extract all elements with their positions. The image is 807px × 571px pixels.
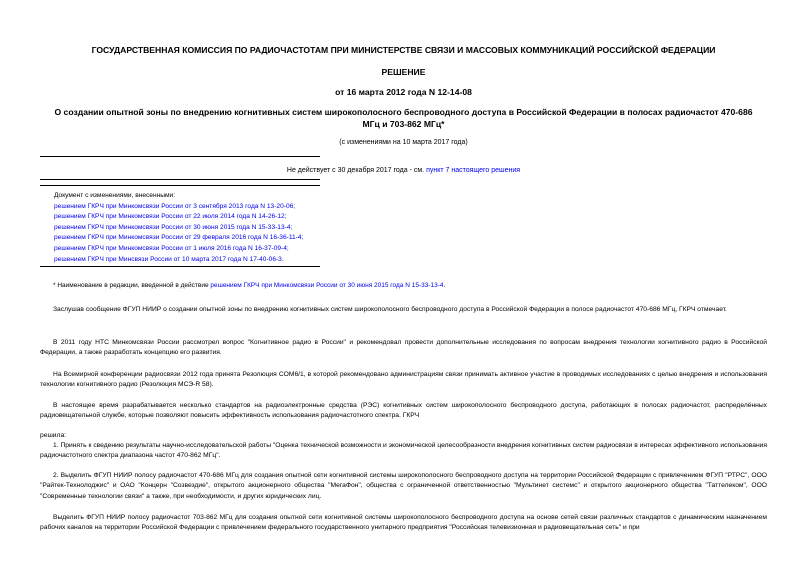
change-link[interactable]: решением ГКРЧ при Минкомсвязи России от 30 июня 2015 года N 15-33-13-4; bbox=[54, 223, 293, 231]
change-link[interactable]: решением ГКРЧ при Минкомсвязи России от 1 июля 2016 года N 16-37-09-4; bbox=[54, 244, 289, 252]
paragraph-5: 1. Принять к сведению результаты научно-исследовательской работы "Оценка технической возможности и экономической целесообразности внедрения когнитивных систем радиосвязи в интересах эффективного использования радиочастотного спектра диапазона частот 470-862 МГц". bbox=[40, 442, 767, 460]
paragraph-1: Заслушав сообщение ФГУП НИИР о создании опытной зоны по внедрению когнитивных систем широкополосного беспроводного доступа в Российской Федерации в полосе радиочастот 470-686 МГц, ГКРЧ отмечает. bbox=[53, 306, 727, 313]
changes-heading: Документ с изменениями, внесенными: bbox=[54, 192, 176, 199]
change-link[interactable]: решением ГКРЧ при Минкомсвязи России от 22 июля 2014 года N 14-26-12; bbox=[54, 213, 287, 221]
doc-type-heading: РЕШЕНИЕ bbox=[381, 67, 426, 77]
footnote bbox=[53, 281, 767, 291]
validity-text: Не действует с 30 декабря 2017 года - см. bbox=[286, 167, 427, 174]
footnote-suffix: . bbox=[443, 282, 446, 289]
resolved-label: решила: bbox=[40, 432, 67, 439]
title-line-1: О создании опытной зоны по внедрению когнитивных систем широкополосного беспроводного доступа в Российской Федерации в полосах радиочастот 470-686 bbox=[54, 107, 753, 117]
date-number-heading: от 16 марта 2012 года N 12-14-08 bbox=[335, 87, 472, 97]
footnote-link[interactable]: решением ГКРЧ при Минкомсвязи России от 30 июня 2015 года N 15-33-13-4 bbox=[210, 282, 444, 289]
changes-list bbox=[54, 191, 303, 265]
paragraph-4: В настоящее время разрабатывается несколько стандартов на радиоэлектронные средства (РЭС) когнитивных систем широкополосного беспроводного доступа, работающих в полосах радиочастот, распределённых радиовещательной службе, которые позволяют повысить эффективность использования радиочастотного спектра. ГКРЧ bbox=[40, 402, 767, 420]
change-link[interactable]: решением ГКРЧ при Минкомсвязи России от 29 февраля 2016 года N 16-36-11-4; bbox=[54, 234, 304, 242]
title-line-2: МГц и 703-862 МГц* bbox=[362, 119, 445, 129]
commission-heading: ГОСУДАРСТВЕННАЯ КОМИССИЯ ПО РАДИОЧАСТОТАМ ПРИ МИНИСТЕРСТВЕ СВЯЗИ И МАССОВЫХ КОММУНИКАЦИЙ РОССИЙСКОЙ ФЕДЕРАЦИИ bbox=[91, 45, 716, 55]
divider bbox=[40, 185, 320, 186]
paragraph-2: В 2011 году НТС Минкомсвязи России рассмотрел вопрос "Когнитивное радио в России" и рекомендовал провести дополнительные исследования по вопросам внедрения технологии когнитивного радио в Российской Федерации, а также разработать концепцию его развития. bbox=[40, 339, 767, 357]
amended-note: (с изменениями на 10 марта 2017 года) bbox=[339, 139, 468, 146]
paragraph-6: 2. Выделить ФГУП НИИР полосу радиочастот 470-686 МГц для создания опытной сети когнитивной системы широкополосного беспроводного доступа на территории Российской Федерации с привлечением ФГУП "РТРС", ООО "Райтек-Технолоджис" и ОАО "Концерн "Созвездие", открытого акционерного общества "МегаФон", общества с ограниченной ответственностью "Мультинет системс" и открытого акционерного общества "Таттелеком", ООО "Современные технологии связи" а также, при необходимости, и других юридических лиц. bbox=[40, 472, 767, 500]
change-link[interactable]: решением ГКРЧ при Минкомсвязи России от 3 сентября 2013 года N 13-20-06; bbox=[54, 202, 296, 210]
validity-link[interactable]: пункт 7 настоящего решения bbox=[426, 167, 521, 174]
footnote-text: * Наименование в редакции, введенной в действие bbox=[53, 282, 211, 289]
paragraph-7: Выделить ФГУП НИИР полосу радиочастот 703-862 МГц для создания опытной сети когнитивной системы широкополосного беспроводного доступа на основе сетей связи различных стандартов с динамическим назначением рабочих каналов на территории Российской Федерации с привлечением федерального государственного унитарного предприятия "Российская телевизионная и радиовещательная сеть" и при bbox=[40, 514, 767, 532]
change-link[interactable]: решением ГКРЧ при Минсвязи России от 10 марта 2017 года N 17-40-06-3. bbox=[54, 255, 284, 263]
validity-note bbox=[40, 167, 767, 174]
divider bbox=[40, 156, 320, 157]
divider bbox=[40, 179, 320, 180]
paragraph-3: На Всемирной конференции радиосвязи 2012 года принята Резолюция COM6/1, в которой рекомендовано администрациям связи принимать активное участие в проводимых исследованиях с целью внедрения и использования технологии когнитивного радио (Резолюция МСЭ-R 58). bbox=[40, 371, 767, 389]
divider bbox=[40, 266, 320, 267]
